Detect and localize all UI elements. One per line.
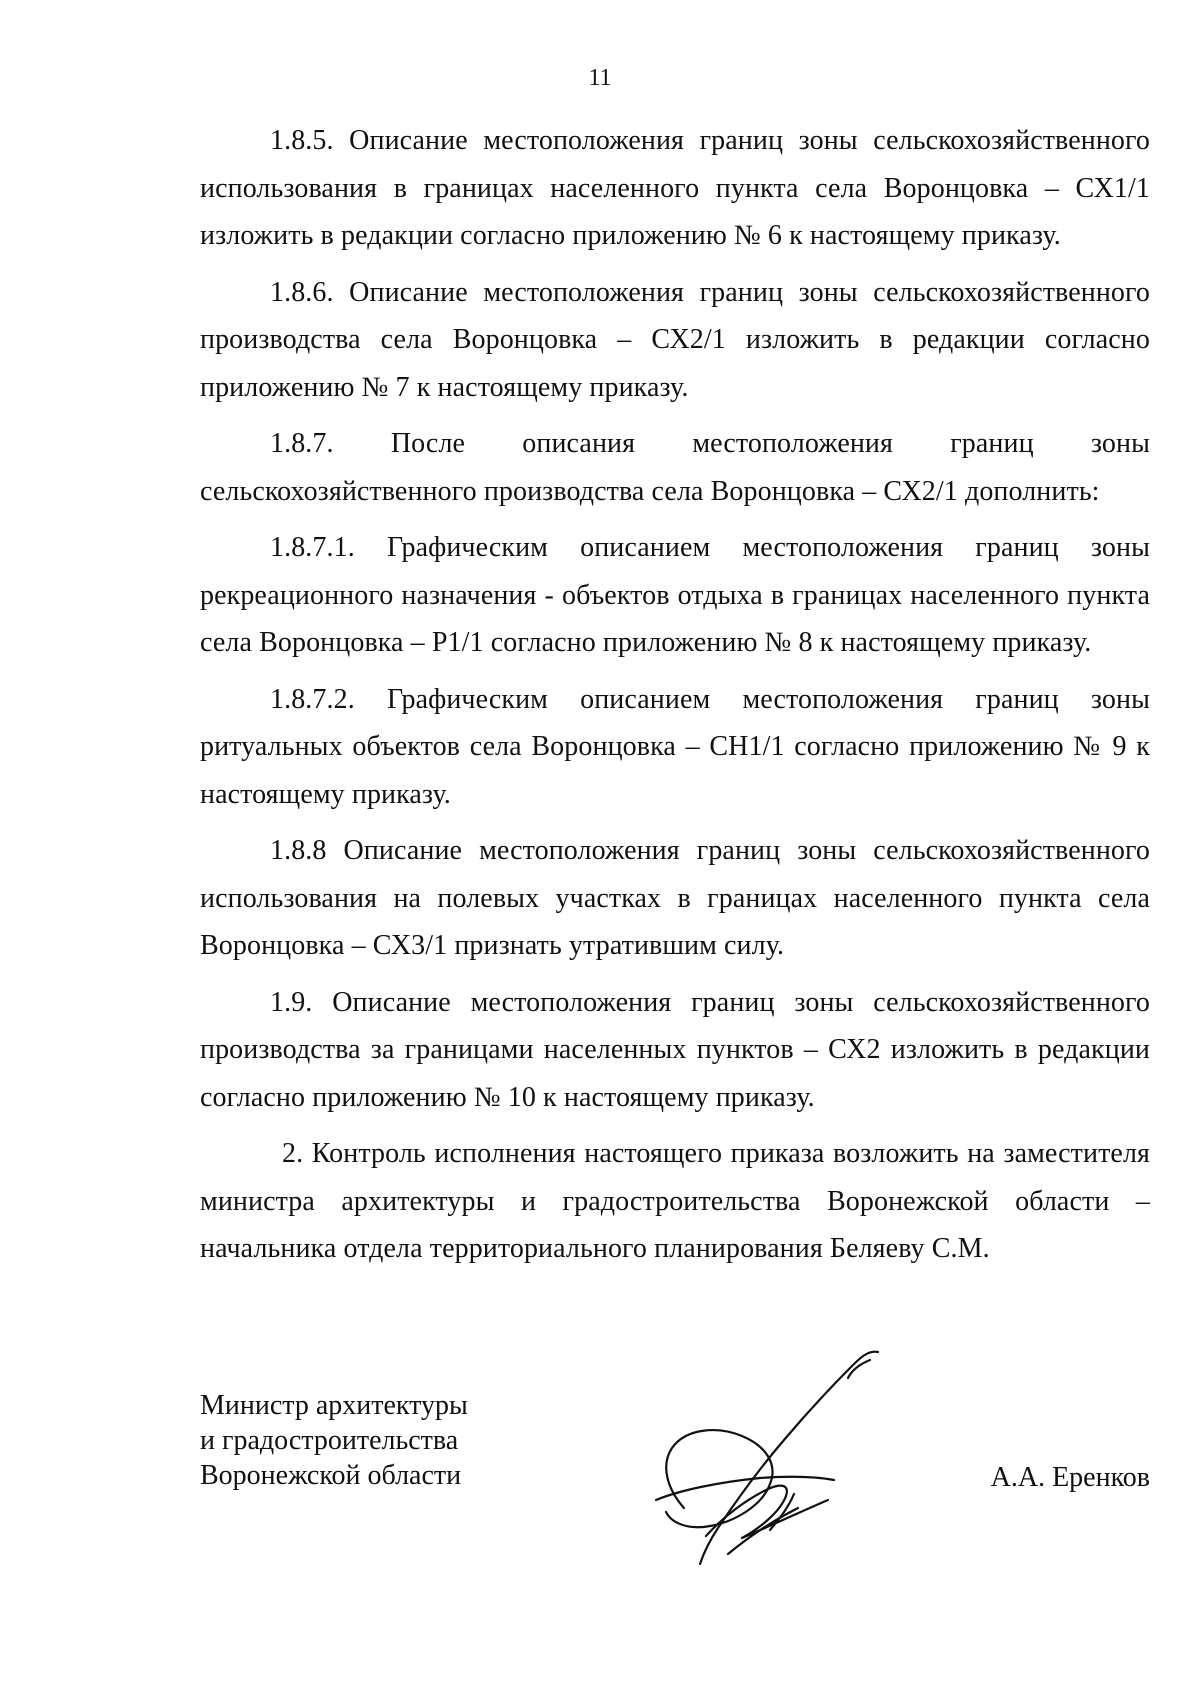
paragraph-1-8-7-1: 1.8.7.1. Графическим описанием местоположения границ зоны рекреационного назначения - объектов отдыха в границах населенного пункта села Воронцовка – Р1/1 согласно приложению № 8 к настоящему приказу. [200,532,1150,658]
signature-block [200,1388,1150,1568]
signer-position [200,1388,468,1493]
signer-position-line-2: и градостроительства [200,1425,459,1456]
paragraph-1-8-7: 1.8.7. После описания местоположения границ зоны сельскохозяйственного производства села Воронцовка – СХ2/1 дополнить: [200,428,1150,507]
signer-position-line-3: Воронежской области [200,1460,462,1491]
paragraph-1-8-6: 1.8.6. Описание местоположения границ зоны сельскохозяйственного производства села Воронцовка – СХ2/1 изложить в редакции согласно приложению № 7 к настоящему приказу. [200,276,1150,403]
paragraph-1-8-8: 1.8.8 Описание местоположения границ зоны сельскохозяйственного использования на полевых участках в границах населенного пункта села Воронцовка – СХ3/1 признать утратившим силу. [200,835,1150,961]
paragraph-1-8-7-2: 1.8.7.2. Графическим описанием местоположения границ зоны ритуальных объектов села Воронцовка – СН1/1 согласно приложению № 9 к настоящему приказу. [200,683,1150,810]
paragraph-1-8-5: 1.8.5. Описание местоположения границ зоны сельскохозяйственного использования в границах населенного пункта села Воронцовка – СХ1/1 изложить в редакции согласно приложению № 6 к настоящему приказу. [200,125,1150,251]
handwritten-signature [620,1340,920,1590]
page-number: 11 [588,65,612,91]
document-body [200,117,1150,1282]
paragraph-2-control: 2. Контроль исполнения настоящего приказа возложить на заместителя министра архитектуры и градостроительства Воронежской области – начальника отдела территориального планирования Беляеву С.М. [200,1138,1150,1264]
paragraph-1-9: 1.9. Описание местоположения границ зоны сельскохозяйственного производства за границами населенных пунктов – СХ2 изложить в редакции согласно приложению № 10 к настоящему приказу. [200,986,1150,1113]
signer-name: А.А. Еренков [990,1462,1150,1493]
signer-position-line-1: Министр архитектуры [200,1390,468,1421]
